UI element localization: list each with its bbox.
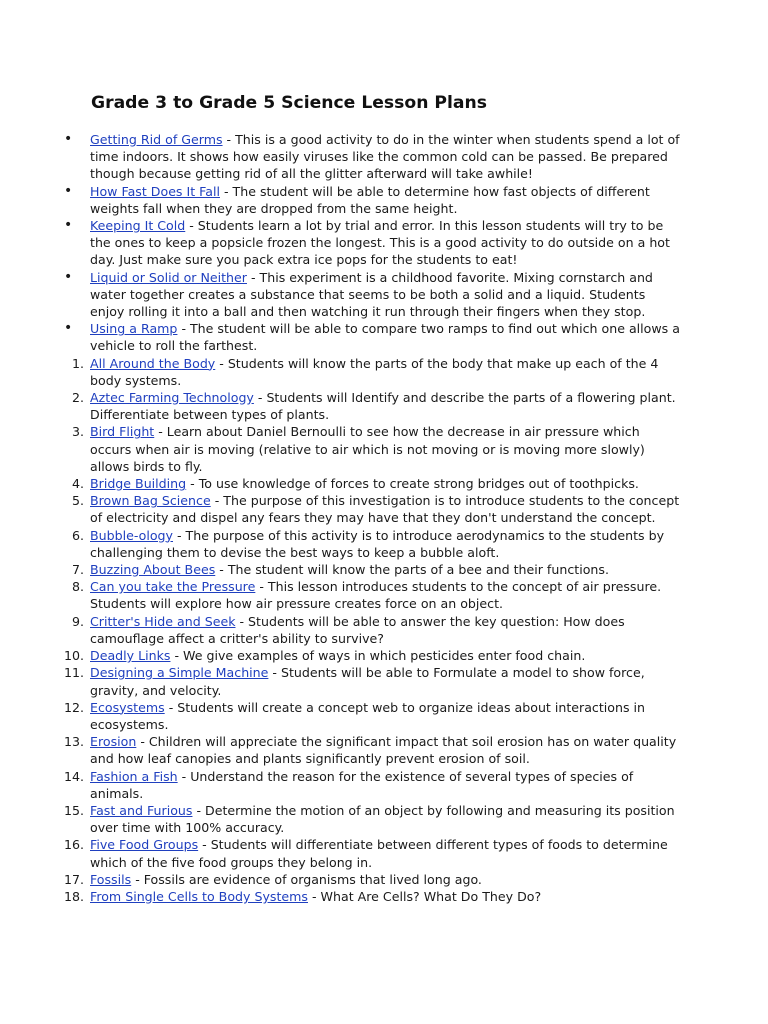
lesson-link[interactable]: Fossils — [90, 871, 132, 887]
numbered-list-item — [0, 389, 768, 423]
lesson-description: - Students will be able to Formulate a model to show force, gravity, and velocity. — [90, 665, 645, 698]
lesson-description: - Students will Identify and describe the parts of a flowering plant. Differentiate between types of plants. — [90, 390, 676, 423]
item-number: 13. — [63, 734, 84, 750]
lesson-link[interactable]: Can you take the Pressure — [90, 579, 256, 595]
item-number: 5. — [71, 493, 84, 509]
item-number: 11. — [63, 665, 84, 681]
lesson-link[interactable]: Ecosystems — [90, 699, 165, 715]
lesson-description: - What Are Cells? What Do They Do? — [308, 888, 542, 904]
item-number: 2. — [71, 390, 84, 406]
lesson-description: - The student will know the parts of a bee and their functions. — [215, 562, 609, 578]
bullet-marker: • — [64, 320, 73, 337]
item-number: 6. — [71, 527, 84, 543]
lesson-link[interactable]: Brown Bag Science — [90, 493, 211, 509]
item-number: 16. — [63, 837, 84, 853]
bullet-marker: • — [64, 131, 73, 147]
lesson-link[interactable]: Designing a Simple Machine — [90, 665, 269, 681]
lesson-description: - The purpose of this investigation is to introduce students to the concept of electricity and dispel any fears they may have that they don't understand the concept. — [90, 493, 680, 526]
lesson-description: - Students will create a concept web to organize ideas about interactions in ecosystems. — [90, 699, 646, 732]
numbered-list-item — [0, 475, 768, 492]
bullet-marker: • — [64, 268, 73, 285]
numbered-list-item — [0, 699, 768, 733]
lesson-link[interactable]: How Fast Does It Fall — [90, 183, 220, 199]
lesson-link[interactable]: Bridge Building — [90, 476, 187, 492]
lesson-description: - Students will know the parts of the body that make up each of the 4 body systems. — [90, 355, 659, 388]
bullet-list-item — [0, 320, 768, 354]
lesson-link[interactable]: From Single Cells to Body Systems — [90, 888, 308, 904]
numbered-list-item — [0, 733, 768, 767]
bullet-marker: • — [64, 182, 73, 199]
lesson-link[interactable]: Fast and Furious — [90, 802, 193, 818]
lesson-description: - We give examples of ways in which pesticides enter food chain. — [170, 648, 586, 664]
item-number: 10. — [63, 648, 84, 664]
item-number: 3. — [71, 424, 84, 440]
lesson-description: - The student will be able to compare two ramps to find out which one allows a vehicle to roll the farthest. — [90, 321, 680, 354]
item-number: 8. — [71, 579, 84, 595]
numbered-list-item — [0, 888, 768, 905]
lesson-link[interactable]: All Around the Body — [90, 355, 216, 371]
lesson-description: - Understand the reason for the existence of several types of species of animals. — [90, 768, 634, 801]
lesson-link[interactable]: Bubble-ology — [90, 527, 173, 543]
item-number: 1. — [71, 355, 84, 371]
lesson-description: - This experiment is a childhood favorite. Mixing cornstarch and water together creates a substance that seems to be both a solid and a liquid. Students enjoy rolling it into a ball and then watching it run through their fingers when they stop. — [90, 269, 653, 320]
lesson-link[interactable]: Deadly Links — [90, 648, 171, 664]
lesson-link[interactable]: Liquid or Solid or Neither — [90, 269, 247, 285]
numbered-list-item — [0, 871, 768, 888]
lesson-link[interactable]: Using a Ramp — [90, 321, 178, 337]
lesson-link[interactable]: Fashion a Fish — [90, 768, 178, 784]
lesson-link[interactable]: Buzzing About Bees — [90, 562, 216, 578]
lesson-link[interactable]: Five Food Groups — [90, 837, 199, 853]
item-number: 18. — [63, 888, 84, 904]
lesson-link[interactable]: Bird Flight — [90, 424, 155, 440]
bullet-list-item — [0, 269, 768, 321]
lesson-link[interactable]: Critter's Hide and Seek — [90, 613, 236, 629]
bullet-list-item — [0, 217, 768, 269]
lesson-description: - Students will be able to answer the key question: How does camouflage affect a critter's ability to survive? — [90, 613, 625, 646]
numbered-list-item — [0, 492, 768, 526]
lesson-link[interactable]: Getting Rid of Germs — [90, 132, 223, 147]
lesson-description: - Students learn a lot by trial and error. In this lesson students will try to be the ones to keep a popsicle frozen the longest. This is a good activity to do outside on a hot day. Just make sure you pack extra ice pops for the students to eat! — [90, 218, 670, 268]
numbered-list-item — [0, 355, 768, 389]
lesson-description: - Students will differentiate between different types of foods to determine which of the five food groups they belong in. — [90, 837, 668, 870]
numbered-list-item — [0, 802, 768, 836]
page-title: Grade 3 to Grade 5 Science Lesson Plans — [91, 93, 487, 113]
lesson-list — [0, 131, 768, 905]
item-number: 15. — [63, 802, 84, 818]
numbered-list-item — [0, 527, 768, 561]
lesson-link[interactable]: Erosion — [90, 734, 137, 750]
lesson-description: - This is a good activity to do in the winter when students spend a lot of time indoors. It shows how easily viruses like the common cold can be passed. Be prepared though because getting rid of all the glitter afterward will take awhile! — [90, 132, 680, 182]
numbered-list-item — [0, 836, 768, 870]
lesson-description: - This lesson introduces students to the concept of air pressure. Students will explore how air pressure creates force on an object. — [90, 579, 662, 612]
numbered-list-item — [0, 578, 768, 612]
lesson-link[interactable]: Aztec Farming Technology — [90, 390, 254, 406]
bullet-list-item — [0, 131, 768, 183]
numbered-list-item — [0, 561, 768, 578]
item-number: 9. — [71, 613, 84, 629]
item-number: 12. — [63, 699, 84, 715]
lesson-description: - Fossils are evidence of organisms that lived long ago. — [131, 871, 482, 887]
lesson-description: - To use knowledge of forces to create strong bridges out of toothpicks. — [186, 476, 639, 492]
item-number: 4. — [71, 476, 84, 492]
numbered-list-item — [0, 613, 768, 647]
lesson-description: - Children will appreciate the significant impact that soil erosion has on water quality and how leaf canopies and plants significantly prevent erosion of soil. — [90, 734, 677, 767]
numbered-list-item — [0, 768, 768, 802]
lesson-description: - The purpose of this activity is to introduce aerodynamics to the students by challenging them to devise the best ways to keep a bubble aloft. — [90, 527, 665, 560]
numbered-list-item — [0, 423, 768, 475]
lesson-description: - Determine the motion of an object by following and measuring its position over time with 100% accuracy. — [90, 802, 675, 836]
bullet-marker: • — [64, 217, 73, 234]
numbered-list-item — [0, 664, 768, 698]
item-number: 14. — [63, 768, 84, 784]
lesson-link[interactable]: Keeping It Cold — [90, 218, 186, 234]
item-number: 7. — [71, 562, 84, 578]
lesson-description: - The student will be able to determine how fast objects of different weights fall when they are dropped from the same height. — [90, 183, 650, 216]
lesson-description: - Learn about Daniel Bernoulli to see how the decrease in air pressure which occurs when air is moving (relative to air which is not moving or is moving more slowly) allows birds to fly. — [90, 424, 645, 474]
bullet-list-item — [0, 183, 768, 217]
item-number: 17. — [63, 871, 84, 887]
numbered-list-item — [0, 647, 768, 664]
